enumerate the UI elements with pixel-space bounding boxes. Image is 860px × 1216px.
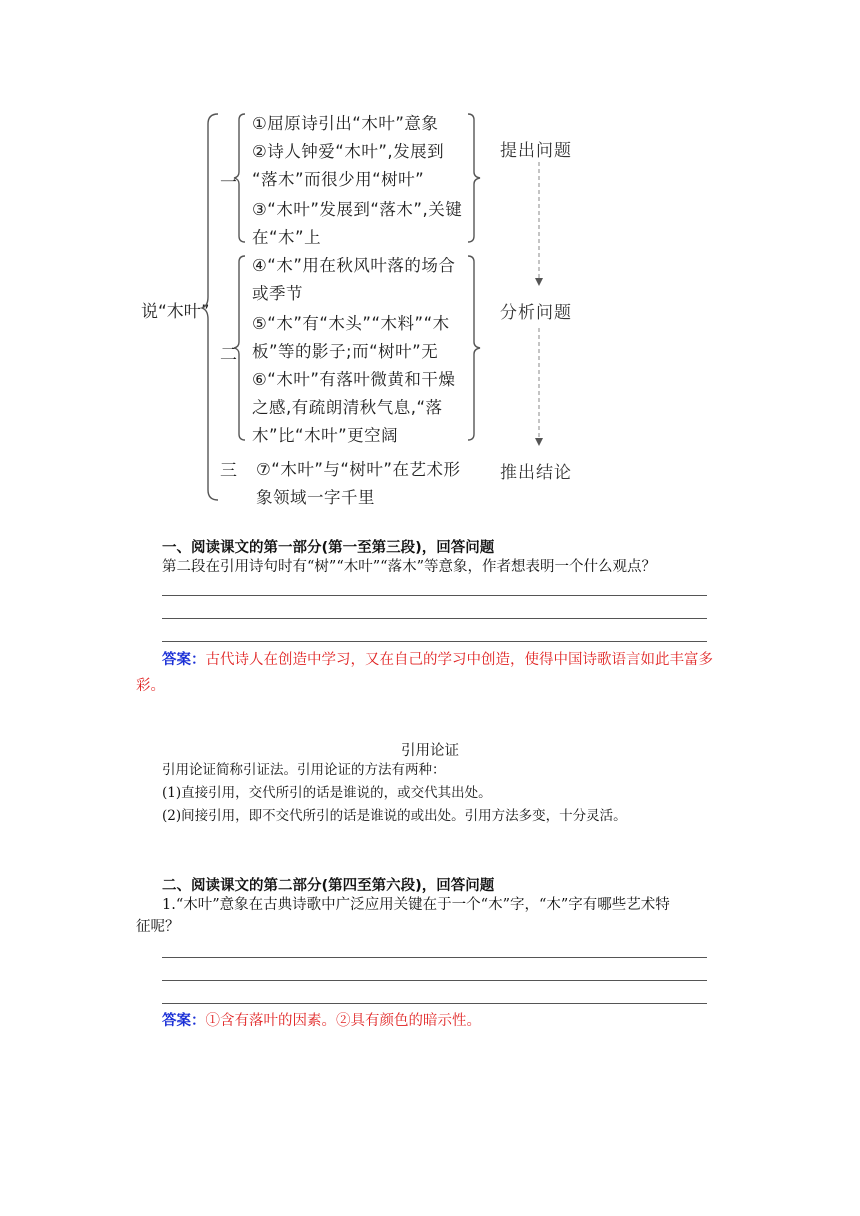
part2-line-7: 木”比“木叶”更空阔 <box>252 426 399 445</box>
part3-line-2: 象领域一字千里 <box>256 488 375 507</box>
answer-line <box>162 957 707 958</box>
part-numeral-3: 三 <box>220 461 237 481</box>
diagram-root-label: 说“木叶” <box>141 302 210 322</box>
part2-line-3: ⑤“木”有“木头”“木料”“木 <box>252 314 450 333</box>
section1-answer <box>162 647 722 673</box>
part-numeral-2: 二 <box>220 345 237 365</box>
part1-line-4: ③“木叶”发展到“落木”,关键 <box>252 200 463 219</box>
section1-answer-line2: 彩。 <box>136 678 165 694</box>
part2-line-2: 或季节 <box>252 284 303 303</box>
part3-line-1: ⑦“木叶”与“树叶”在艺术形 <box>256 460 461 479</box>
answer-line <box>162 1003 707 1004</box>
part-brace-2 <box>233 254 247 442</box>
section2-question-line2: 征呢？ <box>136 919 180 935</box>
part-close-brace-1 <box>466 112 484 244</box>
section2-answer <box>162 1008 481 1034</box>
stage-flow-arrows <box>532 160 546 460</box>
answer-line <box>162 618 707 619</box>
section1-heading: 一、阅读课文的第一部分(第一至第三段)，回答问题 <box>162 540 495 556</box>
answer-line <box>162 595 707 596</box>
section2-heading: 二、阅读课文的第二部分(第四至第六段)，回答问题 <box>162 878 495 894</box>
part-numeral-1: 一 <box>220 173 237 193</box>
answer-text-line1: 古代诗人在创造中学习，又在自己的学习中创造，使得中国诗歌语言如此丰富多 <box>205 652 713 668</box>
stage-analyze-question: 分析问题 <box>500 303 572 323</box>
part-close-brace-2 <box>466 254 484 442</box>
stage-conclusion: 推出结论 <box>500 463 572 483</box>
answer-label: 答案： <box>162 652 206 668</box>
note-line-2: (1)直接引用，交代所引的话是谁说的，或交代其出处。 <box>162 785 492 801</box>
part1-line-5: 在“木”上 <box>252 228 322 247</box>
note-line-1: 引用论证简称引证法。引用论证的方法有两种： <box>162 762 446 778</box>
answer-line <box>162 980 707 981</box>
part2-line-6: 之感,有疏朗清秋气息,“落 <box>252 398 443 417</box>
part2-line-4: 板”等的影子;而“树叶”无 <box>252 342 439 361</box>
part2-line-1: ④“木”用在秋风叶落的场合 <box>252 256 456 275</box>
part1-line-3: “落木”而很少用“树叶” <box>252 170 425 189</box>
note-title: 引用论证 <box>401 743 459 759</box>
answer-text: ①含有落叶的因素。②具有颜色的暗示性。 <box>205 1013 481 1029</box>
answer-line <box>162 641 707 642</box>
section1-question: 第二段在引用诗句时有“树”“木叶”“落木”等意象，作者想表明一个什么观点？ <box>162 559 656 575</box>
part2-line-5: ⑥“木叶”有落叶微黄和干燥 <box>252 370 456 389</box>
part1-line-2: ②诗人钟爱“木叶”,发展到 <box>252 142 445 161</box>
outer-brace <box>200 112 222 502</box>
part-brace-1 <box>233 112 247 244</box>
answer-label: 答案： <box>162 1013 206 1029</box>
note-line-3: (2)间接引用，即不交代所引的话是谁说的或出处。引用方法多变，十分灵活。 <box>162 808 627 824</box>
section2-question-line1: 1.“木叶”意象在古典诗歌中广泛应用关键在于一个“木”字，“木”字有哪些艺术特 <box>162 897 670 913</box>
stage-raise-question: 提出问题 <box>500 141 572 161</box>
part1-line-1: ①屈原诗引出“木叶”意象 <box>252 114 439 133</box>
